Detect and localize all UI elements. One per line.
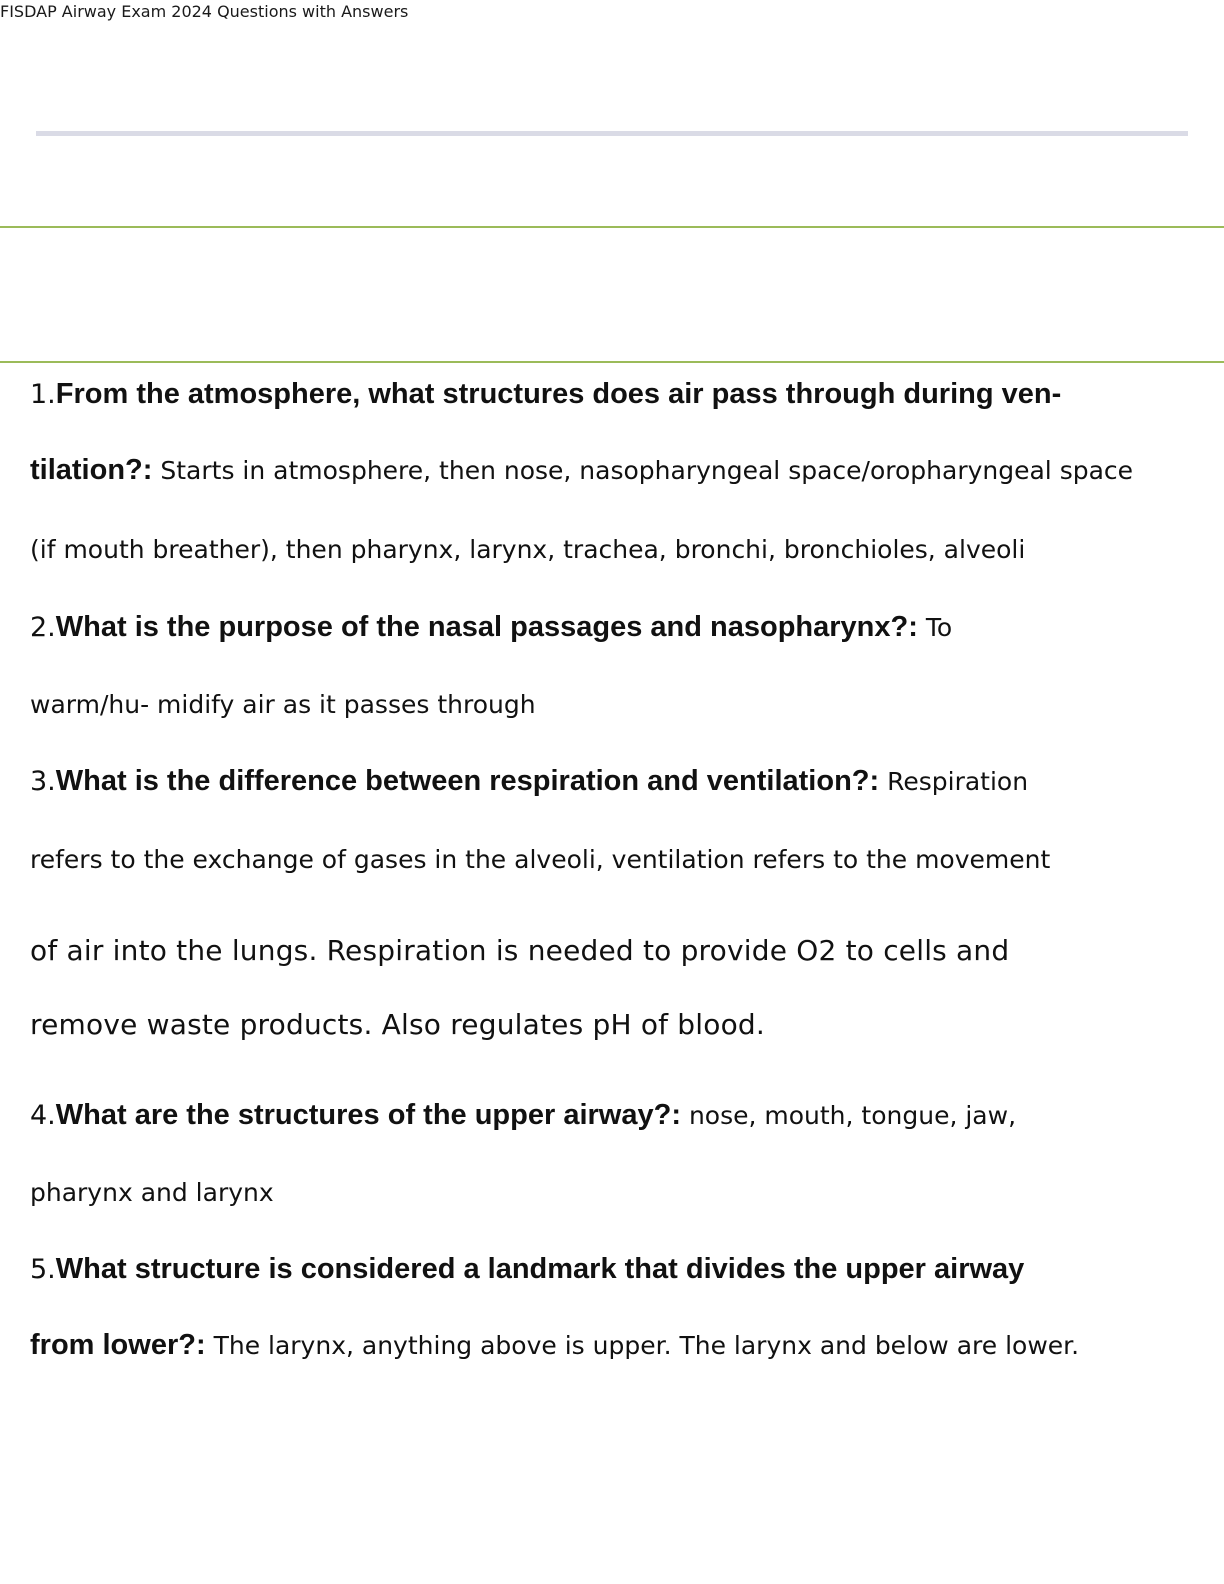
question-3-text: What is the difference between respiration and ventilation?: xyxy=(55,765,880,797)
question-1-text-continued: tilation?: xyxy=(30,454,153,486)
answer-4-line-2: pharynx and larynx xyxy=(30,1178,274,1207)
question-5-line-2 xyxy=(30,1329,1079,1362)
section-divider-top xyxy=(0,226,1224,228)
question-4-line-1 xyxy=(30,1099,1016,1132)
question-1-line-2 xyxy=(30,454,1133,487)
answer-5-text: The larynx, anything above is upper. The larynx and below are lower. xyxy=(205,1331,1080,1360)
answer-2-text: To xyxy=(917,613,953,642)
answer-1-line-2: (if mouth breather), then pharynx, larynx, trachea, bronchi, bronchioles, alveoli xyxy=(30,535,1026,564)
question-5-text: What structure is considered a landmark that divides the upper airway xyxy=(55,1253,1025,1285)
answer-1-text: Starts in atmosphere, then nose, nasopharyngeal space/oropharyngeal space xyxy=(152,456,1134,485)
question-5-number: 5. xyxy=(30,1254,56,1285)
answer-3-line-4: remove waste products. Also regulates pH of blood. xyxy=(30,1008,765,1041)
answer-3-line-2: refers to the exchange of gases in the alveoli, ventilation refers to the movement xyxy=(30,845,1051,874)
question-1-number: 1. xyxy=(30,379,56,410)
question-1-line-1 xyxy=(30,378,1061,411)
answer-3-line-3: of air into the lungs. Respiration is needed to provide O2 to cells and xyxy=(30,934,1010,967)
question-2-text: What is the purpose of the nasal passages and nasopharynx?: xyxy=(55,611,918,643)
question-1-text: From the atmosphere, what structures does air pass through during ven- xyxy=(55,378,1062,410)
question-5-line-1 xyxy=(30,1253,1024,1286)
header-divider xyxy=(36,131,1188,136)
section-divider-bottom xyxy=(0,361,1224,363)
answer-4-text: nose, mouth, tongue, jaw, xyxy=(681,1101,1017,1130)
answer-3-text: Respiration xyxy=(879,767,1029,796)
question-4-text: What are the structures of the upper airway?: xyxy=(55,1099,681,1131)
question-4-number: 4. xyxy=(30,1100,56,1131)
question-2-line-1 xyxy=(30,611,952,644)
question-2-number: 2. xyxy=(30,612,56,643)
question-3-line-1 xyxy=(30,765,1028,798)
question-3-number: 3. xyxy=(30,766,56,797)
answer-2-line-2: warm/hu- midify air as it passes through xyxy=(30,690,536,719)
document-header-title: FISDAP Airway Exam 2024 Questions with Answers xyxy=(0,2,409,21)
question-5-text-continued: from lower?: xyxy=(30,1329,206,1361)
